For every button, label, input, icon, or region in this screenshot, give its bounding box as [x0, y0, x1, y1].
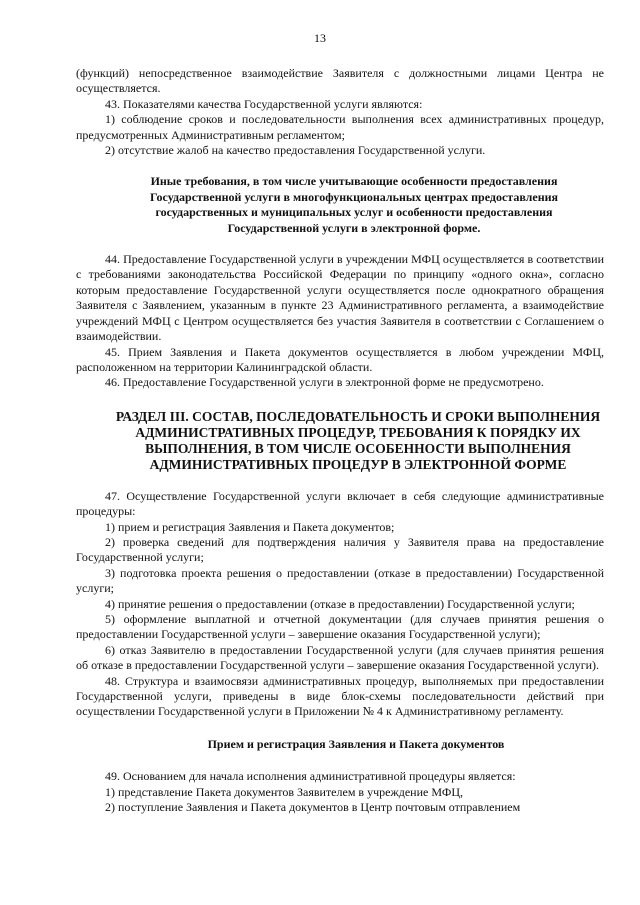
heading-mfc-requirements: Иные требования, в том числе учитывающие особенности предоставления Государственной услуги в многофункциональных центрах предоставления государственных и муниципальных услуг и особенности предоставления Государственной услуги в электронной форме. [149, 174, 559, 235]
paragraph-49: 49. Основанием для начала исполнения административной процедуры является: [105, 769, 516, 784]
paragraph-43-item-1: 1) соблюдение сроков и последовательности выполнения всех административных процедур, предусмотренных Административным регламентом; [76, 112, 604, 142]
paragraph-48: 48. Структура и взаимосвязи административных процедур, выполняемых при предоставлении Государственной услуги, приведены в виде блок-схемы последовательности действий при осуществлении Государственной услуги в Приложении № 4 к Административному регламенту. [76, 673, 604, 719]
paragraph-49-item-1: 1) представление Пакета документов Заявителем в учреждение МФЦ, [105, 784, 463, 799]
paragraph-47-item-2: 2) проверка сведений для подтверждения наличия у Заявителя права на предоставление Государственной услуги; [76, 534, 604, 565]
heading-section-3: РАЗДЕЛ III. СОСТАВ, ПОСЛЕДОВАТЕЛЬНОСТЬ И СРОКИ ВЫПОЛНЕНИЯ АДМИНИСТРАТИВНЫХ ПРОЦЕДУР, ТРЕБОВАНИЯ К ПОРЯДКУ ИХ ВЫПОЛНЕНИЯ, В ТОМ ЧИСЛЕ ОСОБЕННОСТИ ВЫПОЛНЕНИЯ АДМИНИСТРАТИВНЫХ ПРОЦЕДУР В ЭЛЕКТРОННОЙ ФОРМЕ [115, 408, 601, 472]
paragraph-43: 43. Показателями качества Государственной услуги являются: [105, 96, 423, 111]
page-number: 13 [314, 31, 326, 45]
paragraph-47-item-3: 3) подготовка проекта решения о предоставлении (отказе в предоставлении) Государственной услуги; [76, 565, 604, 596]
paragraph-continuation: (функций) непосредственное взаимодействие Заявителя с должностными лицами Центра не осуществляется. [76, 66, 604, 96]
paragraph-47-item-6: 6) отказ Заявителю в предоставлении Государственной услуги (для случаев принятия решения об отказе в предоставлении Государственной услуги – завершение оказания Государственной услуги). [76, 642, 604, 673]
paragraph-43-item-2: 2) отсутствие жалоб на качество предоставления Государственной услуги. [105, 143, 486, 158]
heading-reception-registration: Прием и регистрация Заявления и Пакета документов [207, 736, 505, 751]
paragraph-47: 47. Осуществление Государственной услуги включает в себя следующие административные процедуры: [76, 488, 604, 519]
paragraph-44: 44. Предоставление Государственной услуги в учреждении МФЦ осуществляется в соответствии с требованиями законодательства Российской Федерации по принципу «одного окна», согласно которым предоставление Государственной услуги осуществляется после однократного обращения Заявителя с Заявлением, указанным в пункте 23 Административного регламента, а взаимодействие учреждений МФЦ с Центром осуществляется без участия Заявителя в соответствии с Соглашением о взаимодействии. [76, 252, 604, 344]
document-body [76, 66, 604, 815]
paragraph-47-item-4: 4) принятие решения о предоставлении (отказе в предоставлении) Государственной услуги; [105, 596, 575, 611]
paragraph-46: 46. Предоставление Государственной услуги в электронной форме не предусмотрено. [105, 375, 544, 390]
paragraph-49-item-2: 2) поступление Заявления и Пакета документов в Центр почтовым отправлением [105, 800, 521, 815]
paragraph-47-item-1: 1) прием и регистрация Заявления и Пакета документов; [105, 519, 395, 534]
paragraph-47-item-5: 5) оформление выплатной и отчетной документации (для случаев принятия решения о предоставлении Государственной услуги – завершение оказания Государственной услуги); [76, 611, 604, 642]
paragraph-45: 45. Прием Заявления и Пакета документов осуществляется в любом учреждении МФЦ, расположенном на территории Калининградской области. [76, 344, 604, 374]
